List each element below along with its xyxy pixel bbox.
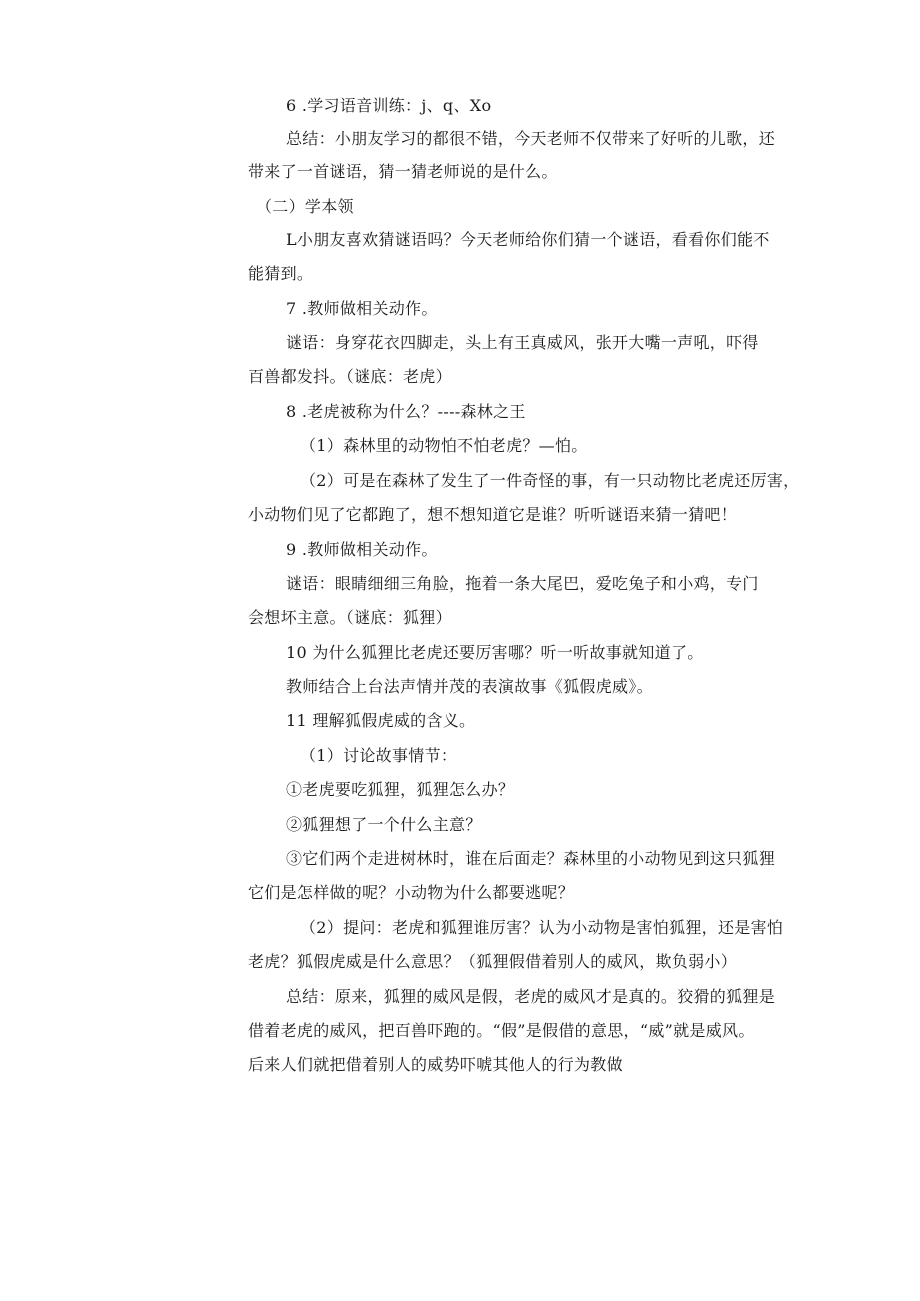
sub-item-8-2-cont: 小动物们见了它都跑了，想不想知道它是谁？听听谜语来猜一猜吧！ bbox=[248, 505, 738, 524]
sub-item-11-1: （1）讨论故事情节： bbox=[300, 746, 458, 765]
sub-item-11-2: （2）提问：老虎和狐狸谁厉害？认为小动物是害怕狐狸，还是害怕 bbox=[300, 918, 784, 937]
riddle-2: 谜语：眼睛细细三角脸，拖着一条大尾巴，爱吃兔子和小鸡，专门 bbox=[286, 574, 759, 593]
sub-item-11-2-cont: 老虎？狐假虎威是什么意思？（狐狸假借着别人的威风，欺负弱小） bbox=[248, 952, 738, 971]
numbered-item-8: 8 .老虎被称为什么？----森林之王 bbox=[286, 402, 526, 421]
question-3: ③它们两个走进树林时，谁在后面走？森林里的小动物见到这只狐狸 bbox=[286, 849, 776, 868]
numbered-item-11: 11 理解狐假虎威的含义。 bbox=[286, 711, 476, 730]
section-heading: （二）学本领 bbox=[256, 197, 354, 216]
story-paragraph: 教师结合上台法声情并茂的表演故事《狐假虎威》。 bbox=[286, 677, 653, 696]
numbered-item-9: 9 .教师做相关动作。 bbox=[286, 540, 438, 559]
riddle-1: 谜语：身穿花衣四脚走，头上有王真威风，张开大嘴一声吼，吓得 bbox=[286, 333, 759, 352]
sub-item-8-2: （2）可是在森林了发生了一件奇怪的事，有一只动物比老虎还厉害， bbox=[300, 471, 800, 490]
intro-paragraph-cont: 能猜到。 bbox=[248, 264, 314, 283]
question-1: ①老虎要吃狐狸，狐狸怎么办？ bbox=[286, 780, 515, 799]
numbered-item-7: 7 .教师做相关动作。 bbox=[286, 299, 438, 318]
summary-paragraph-2: 总结：原来，狐狸的威风是假，老虎的威风才是真的。狡猾的狐狸是 bbox=[286, 987, 776, 1006]
summary-paragraph-2-cont: 借着老虎的威风，把百兽吓跑的。“假”是假借的意思，“威”就是威风。 bbox=[248, 1021, 755, 1040]
summary-paragraph-1-cont: 带来了一首谜语，猜一猜老师说的是什么。 bbox=[248, 162, 558, 181]
sub-item-8-1: （1）森林里的动物怕不怕老虎？—怕。 bbox=[300, 436, 588, 455]
summary-paragraph-2-end: 后来人们就把借着别人的威势吓唬其他人的行为教做 bbox=[248, 1055, 623, 1074]
question-3-cont: 它们是怎样做的呢？小动物为什么都要逃呢？ bbox=[248, 883, 575, 902]
riddle-1-cont: 百兽都发抖。（谜底：老虎） bbox=[248, 367, 452, 386]
question-2: ②狐狸想了一个什么主意？ bbox=[286, 815, 482, 834]
summary-paragraph-1: 总结：小朋友学习的都很不错，今天老师不仅带来了好听的儿歌，还 bbox=[286, 129, 776, 148]
numbered-item-6: 6 .学习语音训练：j、q、Xo bbox=[286, 96, 492, 115]
numbered-item-10: 10 为什么狐狸比老虎还要厉害哪？听一听故事就知道了。 bbox=[286, 643, 704, 662]
intro-paragraph: L小朋友喜欢猜谜语吗？今天老师给你们猜一个谜语，看看你们能不 bbox=[286, 230, 770, 249]
riddle-2-cont: 会想坏主意。（谜底：狐狸） bbox=[248, 608, 452, 627]
